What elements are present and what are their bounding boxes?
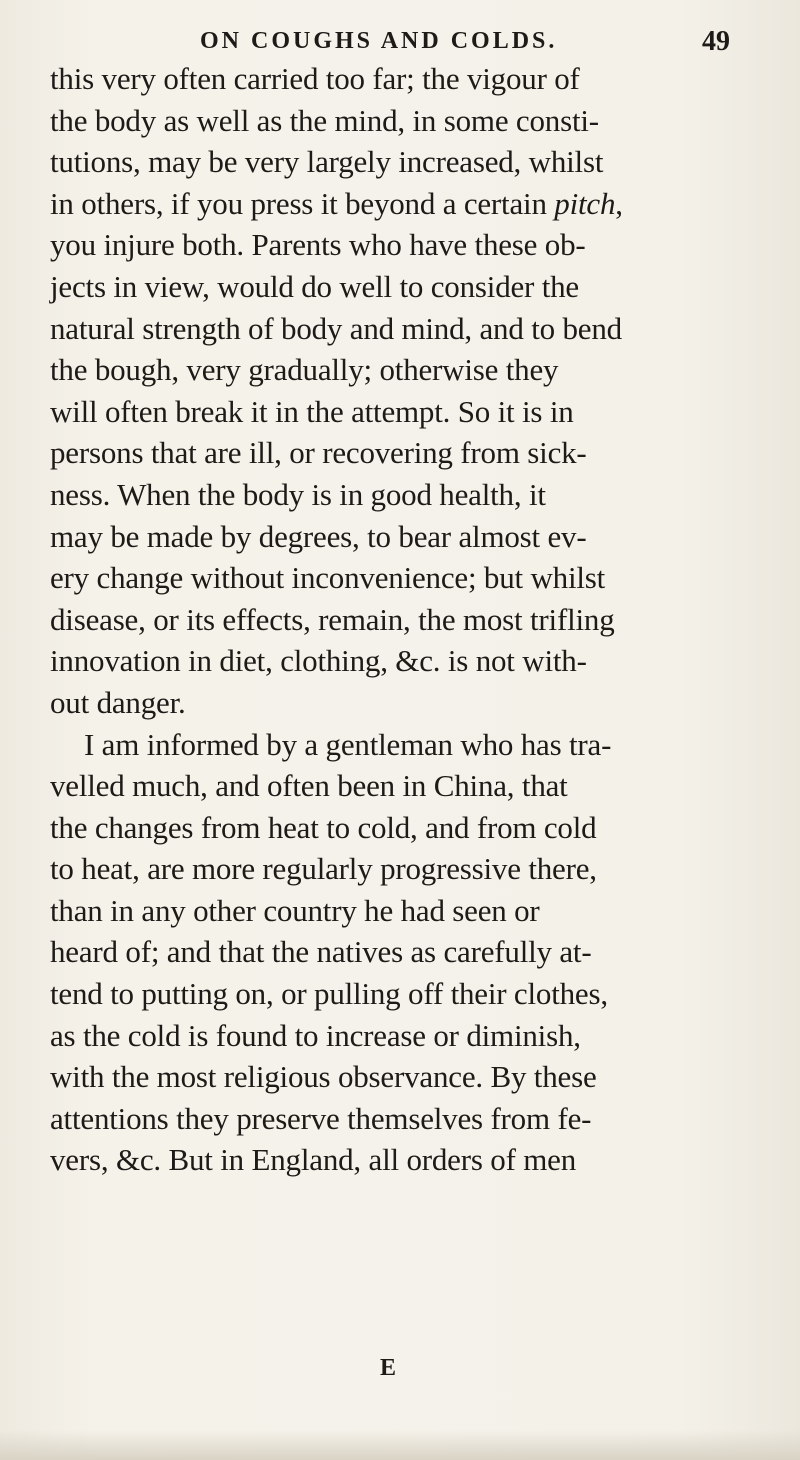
- text-line: the changes from heat to cold, and from cold: [50, 809, 597, 845]
- text-line: ery change without inconvenience; but whilst: [50, 560, 606, 596]
- text-line: tutions, may be very largely increased, whilst: [50, 144, 604, 180]
- running-title: ON COUGHS AND COLDS.: [200, 28, 558, 54]
- signature-mark: E: [380, 1355, 397, 1381]
- text-line: as the cold is found to increase or diminish,: [50, 1017, 581, 1053]
- text-line: innovation in diet, clothing, &c. is not with-: [50, 643, 587, 679]
- text-line: out danger.: [50, 684, 186, 720]
- page-number: 49: [702, 26, 730, 57]
- paragraph-start-line: I am informed by a gentleman who has tra-: [84, 726, 612, 762]
- text-line: natural strength of body and mind, and to bend: [50, 310, 622, 346]
- text-line: this very often carried too far; the vigour of: [50, 61, 580, 96]
- text-line: the bough, very gradually; otherwise they: [50, 352, 559, 388]
- text-line: the body as well as the mind, in some consti-: [50, 102, 599, 138]
- page-edge-shadow: [0, 1430, 800, 1460]
- text-line: with the most religious observance. By these: [50, 1059, 597, 1095]
- text-line: disease, or its effects, remain, the most trifling: [50, 601, 615, 637]
- text-line: vers, &c. But in England, all orders of men: [50, 1142, 577, 1178]
- text-line-start: in others, if you press it beyond a certain: [50, 185, 555, 221]
- text-line: may be made by degrees, to bear almost ev-: [50, 518, 587, 554]
- italic-word: pitch: [554, 185, 616, 221]
- text-line: ness. When the body is in good health, it: [50, 476, 546, 512]
- text-line: jects in view, would do well to consider the: [50, 268, 579, 304]
- italic-trail: ,: [615, 185, 623, 221]
- text-line: will often break it in the attempt. So it is in: [50, 393, 574, 429]
- body-text: [50, 58, 790, 1181]
- text-line: than in any other country he had seen or: [50, 892, 540, 928]
- text-line: to heat, are more regularly progressive there,: [50, 851, 597, 887]
- text-line: you injure both. Parents who have these ob-: [50, 227, 586, 263]
- text-line: tend to putting on, or pulling off their clothes,: [50, 976, 608, 1012]
- text-line: velled much, and often been in China, that: [50, 768, 568, 804]
- text-line: persons that are ill, or recovering from sick-: [50, 435, 587, 471]
- text-line: heard of; and that the natives as carefully at-: [50, 934, 592, 970]
- text-line-with-italic: [50, 183, 790, 225]
- text-line: attentions they preserve themselves from fe-: [50, 1100, 592, 1136]
